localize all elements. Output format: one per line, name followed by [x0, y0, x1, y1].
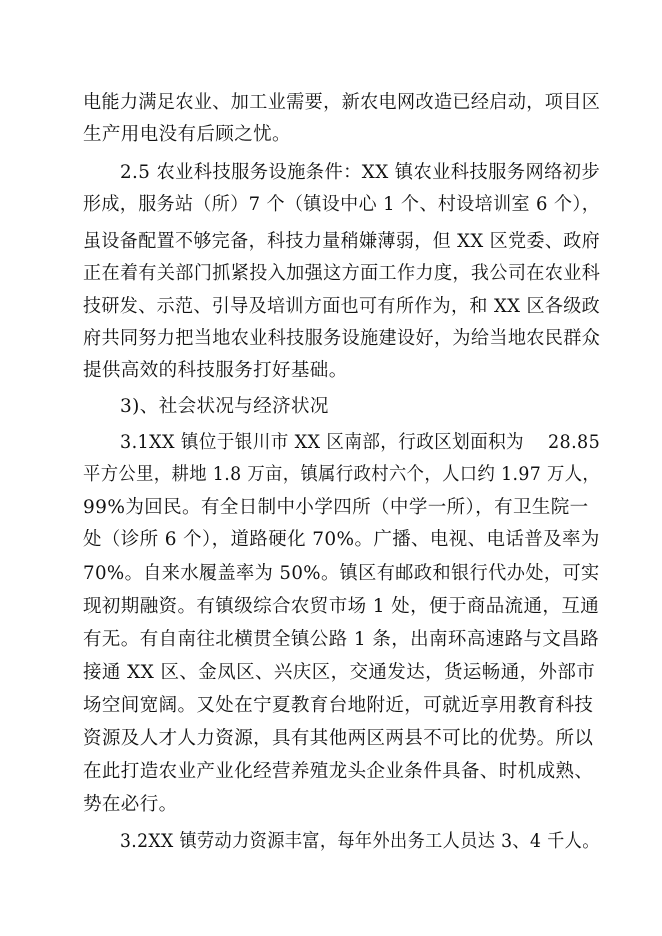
text-line: 资源及人才人力资源，具有其他两区两县不可比的优势。所以 — [83, 728, 594, 749]
text-line: 技研发、示范、引导及培训方面也可有所作为，和 XX 区各级政 — [83, 296, 601, 317]
text-line: 现初期融资。有镇级综合农贸市场 1 处，便于商品流通，互通 — [83, 596, 600, 617]
text-line: 提供高效的科技服务打好基础。 — [83, 360, 348, 381]
text-line: 3.2XX 镇劳动力资源丰富，每年外出务工人员达 3、4 千人。 — [120, 831, 600, 852]
text-line: 虽设备配置不够完备，科技力量稍嫌薄弱，但 XX 区党委、政府 — [83, 231, 601, 252]
text-line: 生产用电没有后顾之忧。 — [83, 124, 291, 145]
text-line: 府共同努力把当地农业科技服务设施建设好，为给当地农民群众 — [83, 328, 601, 349]
text-line: 处（诊所 6 个），道路硬化 70%。广播、电视、电话普及率为 — [83, 529, 600, 550]
text-line: 接通 XX 区、金凤区、兴庆区，交通发达，货运畅通，外部市 — [83, 662, 596, 683]
text-line: 2.5 农业科技服务设施条件：XX 镇农业科技服务网络初步 — [120, 162, 601, 183]
section-heading: 3)、社会状况与经济状况 — [120, 396, 329, 417]
text-line: 70%。自来水履盖率为 50%。镇区有邮政和银行代办处，可实 — [83, 563, 600, 584]
text-line: 3.1XX 镇位于银川市 XX 区南部，行政区划面积为 28.85 — [120, 432, 601, 453]
text-line: 正在着有关部门抓紧投入加强这方面工作力度，我公司在农业科 — [83, 263, 601, 284]
text-line: 在此打造农业产业化经营养殖龙头企业条件具备、时机成熟、 — [83, 761, 594, 782]
text-line: 电能力满足农业、加工业需要，新农电网改造已经启动，项目区 — [83, 92, 601, 113]
text-line: 势在必行。 — [83, 794, 178, 815]
text-line: 有无。有自南往北横贯全镇公路 1 条，出南环高速路与文昌路 — [83, 629, 600, 650]
text-line: 99%为回民。有全日制中小学四所（中学一所），有卫生院一 — [83, 497, 589, 518]
text-line: 平方公里，耕地 1.8 万亩，镇属行政村六个，人口约 1.97 万人， — [83, 464, 601, 485]
text-line: 场空间宽阔。又处在宁夏教育台地附近，可就近享用教育科技 — [83, 695, 594, 716]
text-line: 形成，服务站（所）7 个（镇设中心 1 个、村设培训室 6 个）， — [83, 194, 601, 215]
